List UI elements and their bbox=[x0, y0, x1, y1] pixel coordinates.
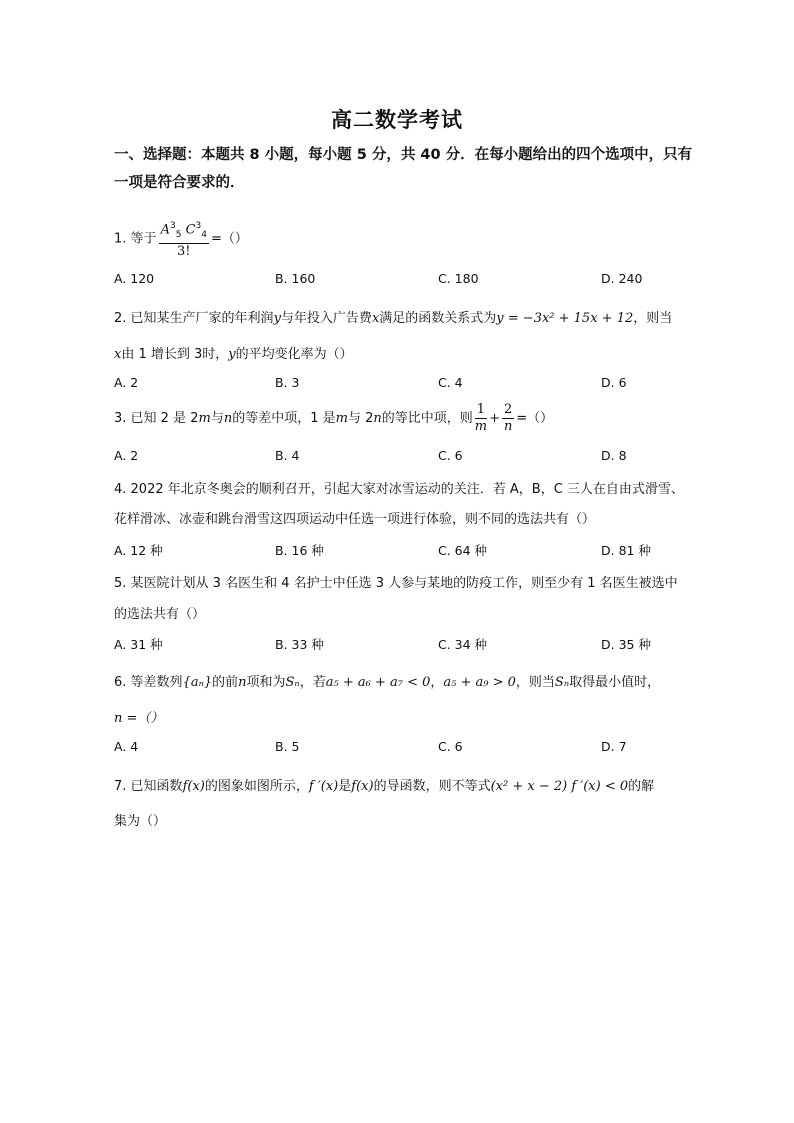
question-1-options bbox=[114, 271, 714, 289]
question-4-options bbox=[114, 541, 714, 559]
question-3: 3. 已知 2 是 2m与n的等差中项，1 是m与 2n的等比中项，则 $\frac{1}{m}$ + $\frac{2}{n}$ =（） bbox=[114, 402, 554, 434]
option-b[interactable]: B. 160 bbox=[275, 271, 316, 286]
option-c[interactable]: C. 64 种 bbox=[438, 543, 488, 558]
option-b[interactable]: B. 3 bbox=[275, 375, 300, 390]
question-2-line-2: x由 1 增长到 3时，y的平均变化率为（） bbox=[114, 347, 353, 362]
option-b[interactable]: B. 33 种 bbox=[275, 637, 324, 652]
question-6: 6. 等差数列{aₙ}的前n项和为Sₙ，若a₅ + a₆ + a₇ < 0，a₅ + a₉ > 0，则当Sₙ取得最小值时， bbox=[114, 675, 661, 690]
formula: y = −3x² + 15x + 12 bbox=[496, 311, 634, 326]
option-b[interactable]: B. 4 bbox=[275, 448, 300, 463]
section-header: 一、选择题：本题共 8 小题，每小题 5 分，共 40 分．在每小题给出的四个选项中，只有一项是符合要求的． bbox=[114, 147, 693, 191]
option-b[interactable]: B. 16 种 bbox=[275, 543, 324, 558]
question-5: 5. 某医院计划从 3 名医生和 4 名护士中任选 3 人参与某地的防疫工作，则至少有 1 名医生被选中 bbox=[114, 576, 678, 591]
question-5-options bbox=[114, 635, 714, 653]
question-7-line-2: 集为（） bbox=[114, 814, 167, 829]
question-number: 1. bbox=[114, 231, 127, 247]
question-3-options bbox=[114, 448, 714, 466]
option-a[interactable]: A. 4 bbox=[114, 739, 139, 754]
page-title: 高二数学考试 bbox=[331, 107, 463, 132]
option-c[interactable]: C. 180 bbox=[438, 271, 479, 286]
option-a[interactable]: A. 31 种 bbox=[114, 637, 163, 652]
fraction: $\frac{1}{m}$ bbox=[474, 402, 488, 434]
option-d[interactable]: D. 7 bbox=[601, 739, 627, 754]
question-2: 2. 已知某生产厂家的年利润y与年投入广告费x满足的函数关系式为y = −3x² + 15x + 12，则当 bbox=[114, 311, 673, 326]
option-a[interactable]: A. 2 bbox=[114, 448, 139, 463]
question-4: 4. 2022 年北京冬奥会的顺利召开，引起大家对冰雪运动的关注．若 A，B，C 三人在自由式滑雪、 bbox=[114, 482, 684, 497]
option-a[interactable]: A. 120 bbox=[114, 271, 155, 286]
option-d[interactable]: D. 8 bbox=[601, 448, 627, 463]
question-1: 1. 等于 $\frac{A^3_5 C^3_4}{3!}$ =（） bbox=[114, 218, 248, 260]
question-2-options bbox=[114, 375, 714, 393]
option-a[interactable]: A. 12 种 bbox=[114, 543, 163, 558]
question-6-line-2: n =（） bbox=[114, 711, 164, 726]
question-7: 7. 已知函数f(x)的图象如图所示，f ′(x)是f(x)的导函数，则不等式(x² + x − 2) f ′(x) < 0的解 bbox=[114, 779, 655, 794]
option-c[interactable]: C. 34 种 bbox=[438, 637, 488, 652]
question-4-line-2: 花样滑冰、冰壶和跳台滑雪这四项运动中任选一项进行体验，则不同的选法共有（） bbox=[114, 512, 596, 527]
option-d[interactable]: D. 6 bbox=[601, 375, 627, 390]
option-a[interactable]: A. 2 bbox=[114, 375, 139, 390]
option-d[interactable]: D. 240 bbox=[601, 271, 643, 286]
question-6-options bbox=[114, 739, 714, 757]
option-b[interactable]: B. 5 bbox=[275, 739, 300, 754]
fraction: $\frac{2}{n}$ bbox=[503, 402, 513, 434]
option-d[interactable]: D. 81 种 bbox=[601, 543, 651, 558]
fraction: $\frac{A^3_5 C^3_4}{3!}$ bbox=[159, 218, 209, 260]
option-c[interactable]: C. 4 bbox=[438, 375, 463, 390]
question-5-line-2: 的选法共有（） bbox=[114, 607, 206, 622]
question-text: 等于 bbox=[130, 231, 157, 247]
option-c[interactable]: C. 6 bbox=[438, 448, 463, 463]
option-d[interactable]: D. 35 种 bbox=[601, 637, 651, 652]
option-c[interactable]: C. 6 bbox=[438, 739, 463, 754]
